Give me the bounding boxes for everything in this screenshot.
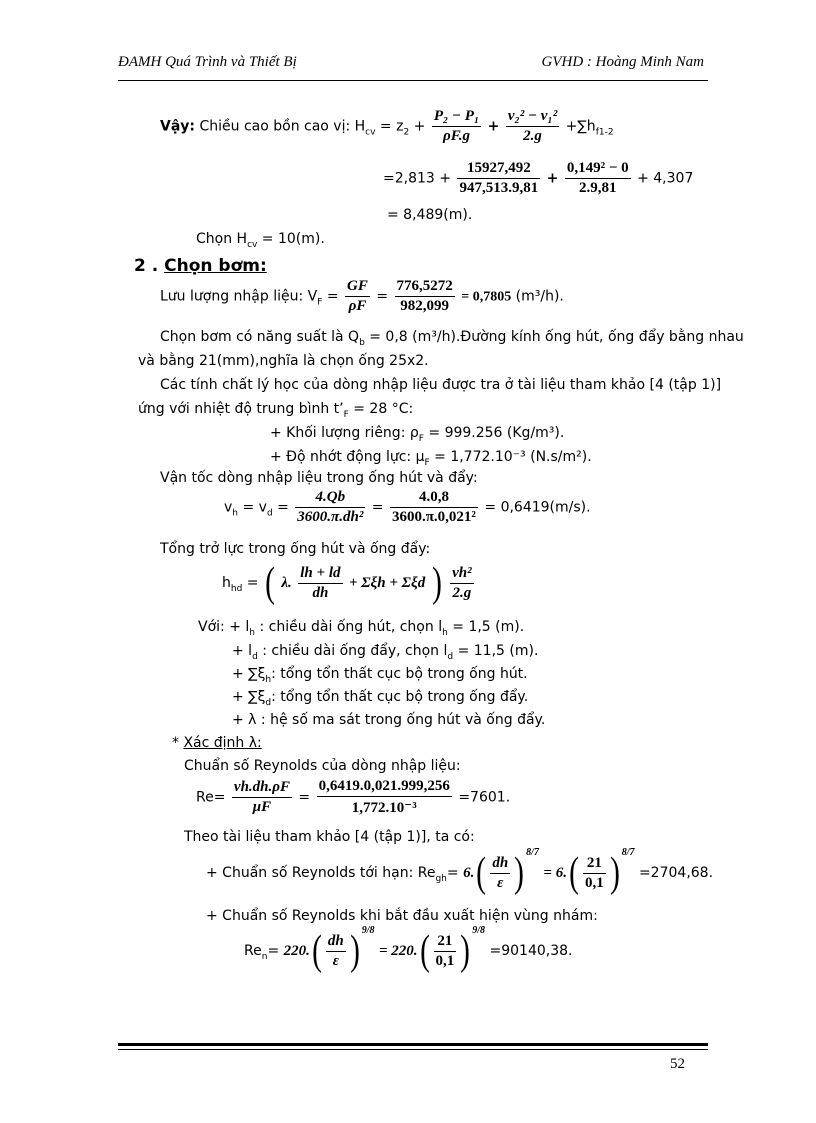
footer-rule-thick: [118, 1043, 708, 1046]
hcv-sum: +∑h: [565, 118, 596, 135]
hcv-equation: Vậy: Chiều cao bồn cao vị: $H_{cv} = z_2$ + $\frac{\text{P₂ − P₁}}{\rho F.g}$ + $\frac{\text{v₂² − v₁²}}{2.g}$ $+\sum h_{f1-2}$: [160, 108, 614, 144]
where-xid: + $\sum\xi_d$: tổng tổn thất cục bộ trong ống đẩy.: [232, 689, 529, 708]
resistance-equation: $h_{hd}$ = ( λ. $\frac{lh + ld}{dh}$ + Σξh + Σξd ) $\frac{\text{vh²}}{2.g}$: [222, 560, 472, 606]
hcv-label: Vậy:: [160, 118, 196, 135]
ren-frac2: $\frac{21}{0,1}$: [435, 932, 455, 969]
pump-p1: Chọn bơm có năng suất là $Q_b = 0,8$ (m³/h).Đường kính ống hút, ống đẩy bằng nhau: [160, 329, 744, 348]
re-text: Chuẩn số Reynolds của dòng nhập liệu:: [184, 758, 461, 774]
hcv-line3: = 8,489(m).: [387, 207, 473, 223]
hcv-frac1: $\frac{\text{P₂ − P₁}}{\rho F.g}$: [433, 108, 480, 144]
resistance-text: Tổng trở lực trong ống hút và ống đẩy:: [160, 541, 431, 557]
re-frac2: $\frac{0,6419.0,021.999,256}{\text{1,772.10⁻³}}$: [318, 778, 450, 816]
where-xih: + $\sum\xi_h$: tổng tổn thất cục bộ trong ống hút.: [232, 666, 528, 685]
velocity-frac2: $\frac{4.0,8}{\text{3600.π.0,021²}}$: [391, 489, 476, 525]
pump-mu: + Độ nhớt động lực: $\mu_F = 1,772.10^{-3}$ (N.s/m²).: [270, 449, 592, 468]
footer-rule-thin: [118, 1049, 708, 1050]
pump-p2a: Các tính chất lý học của dòng nhập liệu được tra ở tài liệu tham khảo [4 (tập 1)]: [160, 377, 722, 393]
velocity-text: Vận tốc dòng nhập liệu trong ống hút và đẩy:: [160, 470, 478, 486]
hcv-z2: = z: [379, 118, 404, 135]
ref-text: Theo tài liệu tham khảo [4 (tập 1)], ta có:: [184, 829, 475, 845]
hcv-line2: =2,813 + $\frac{15927,492}{947,513.9,81}$ + $\frac{\text{0,149² − 0}}{2.9,81}$ + 4,307: [383, 160, 694, 196]
where-lambda: + λ : hệ số ma sát trong ống hút và ống đẩy.: [232, 712, 546, 728]
hcv-frac2: $\frac{\text{v₂² − v₁²}}{2.g}$: [507, 108, 558, 144]
header-rule: [118, 80, 708, 81]
flow-frac2: $\frac{776,5272}{982,099}$: [396, 278, 453, 314]
lambda-title: * Xác định λ:: [172, 735, 262, 751]
regh-frac1: $\frac{dh}{\varepsilon}$: [492, 854, 509, 891]
pump-p1c: và bằng 21(mm),nghĩa là chọn ống 25x2.: [138, 353, 429, 369]
hcv-z2-sub: 2: [403, 127, 410, 138]
hcv-choose: Chọn $H_{cv} = 10(m)$.: [196, 231, 325, 250]
flow-frac1: $\frac{GF}{\rho F}$: [347, 278, 368, 314]
ren-equation: $Re_n= 220$.( $\frac{dh}{\varepsilon}$ ) $^{9/8}$ = 220.( $\frac{21}{0,1}$ ) $^{9/8}$ =90140,38.: [244, 925, 573, 974]
velocity-equation: $v_h = v_d$ = $\frac{4.Qb}{\text{3600.π.dh²}}$ = $\frac{4.0,8}{\text{3600.π.0,021²}}$ = 0,6419(m/s).: [224, 489, 591, 525]
hcv-line2-frac1: $\frac{15927,492}{947,513.9,81}$: [459, 160, 539, 196]
resistance-frac2: $\frac{\text{vh²}}{2.g}$: [452, 564, 472, 601]
re-frac1: $\frac{vh.dh.\rho F}{\mu F}$: [233, 779, 290, 815]
resistance-frac1: $\frac{lh + ld}{dh}$: [300, 564, 341, 601]
velocity-frac1: $\frac{4.Qb}{\text{3600.π.dh²}}$: [297, 489, 364, 525]
header-right: GVHD : Hoàng Minh Nam: [541, 54, 704, 70]
ren-frac1: $\frac{dh}{\varepsilon}$: [327, 932, 344, 969]
regh-equation: + Chuẩn số Reynolds tới hạn: $Re_{gh}= 6$.( $\frac{dh}{\varepsilon}$ ) $^{8/7}$ = 6.( $\frac{21}{0,1}$ ) $^{8/7}$ =2704,68.: [206, 847, 714, 896]
pump-p2b: ứng với nhiệt độ trung bình $t’_F = 28$ °C:: [138, 401, 414, 420]
hcv-sub: cv: [365, 127, 376, 138]
regh-frac2: $\frac{21}{0,1}$: [584, 854, 604, 891]
where-lh: Với: + $l_h$ : chiều dài ống hút, chọn $l_h = 1,5$ (m).: [198, 619, 525, 638]
pump-rho: + Khối lượng riêng: $\rho_F = 999.256$ (Kg/m³).: [270, 425, 565, 444]
section-title: 2 . Chọn bơm:: [134, 256, 267, 276]
hcv-line2-frac2: $\frac{\text{0,149² − 0}}{2.9,81}$: [566, 160, 629, 196]
re-equation: Re= $\frac{vh.dh.\rho F}{\mu F}$ = $\frac{0,6419.0,021.999,256}{\text{1,772.10⁻³}}$ =7601.: [196, 778, 511, 816]
page-number: 52: [670, 1056, 685, 1072]
flow-equation: Lưu lượng nhập liệu: $V_F$ = $\frac{GF}{\rho F}$ = $\frac{776,5272}{982,099}$ = 0,7805 (m³/h).: [160, 278, 564, 314]
header-left: ĐAMH Quá Trình và Thiết Bị: [118, 54, 297, 70]
where-ld: + $l_d$ : chiều dài ống đẩy, chọn $l_d = 11,5$ (m).: [232, 643, 539, 662]
hcv-sum-sub: f1-2: [595, 127, 614, 138]
hcv-text: Chiều cao bồn cao vị: H: [199, 118, 366, 135]
ren-text: + Chuẩn số Reynolds khi bắt đầu xuất hiện vùng nhám:: [206, 908, 598, 924]
